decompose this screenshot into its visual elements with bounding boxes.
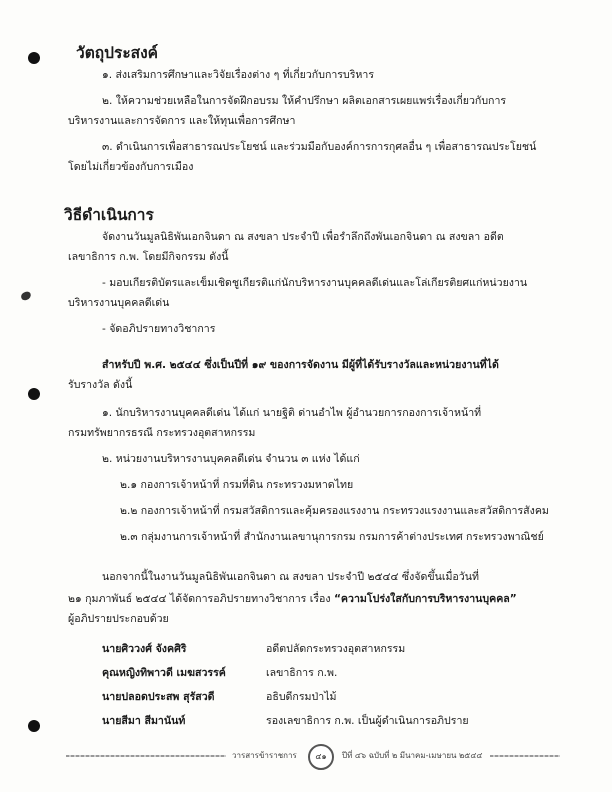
panelist-role: อดีตปลัดกระทรวงอุตสาหกรรม <box>266 643 406 655</box>
awards-paragraph-line1: สำหรับปี พ.ศ. ๒๕๔๔ ซึ่งเป็นปีที่ ๑๙ ของการจัดงาน มีผู้ที่ได้รับรางวัลและหน่วยงานที่ได้ <box>102 359 499 371</box>
method-bullet-1-line1: - มอบเกียรติบัตรและเข็มเชิดชูเกียรติแก่นักบริหารงานบุคคลดีเด่นและโล่เกียรติยศแก่หน่วยงาน <box>102 277 528 289</box>
award-2-2: ๒.๒ กองการเจ้าหน้าที่ กรมสวัสดิการและคุ้มครองแรงงาน กระทรวงแรงงานและสวัสดิการสังคม <box>120 505 549 517</box>
footer-rule-left <box>66 755 226 757</box>
panelist-name: นายศิววงศ์ จังคศิริ <box>102 643 187 655</box>
method-bullet-2: - จัดอภิปรายทางวิชาการ <box>102 323 216 335</box>
award-1-line1: ๑. นักบริหารงานบุคคลดีเด่น ได้แก่ นายฐิติ ด่านอำไพ ผู้อำนวยการกองการเจ้าหน้าที่ <box>102 407 482 419</box>
method-heading: วิธีดำเนินการ <box>64 206 154 224</box>
method-paragraph-line1: จัดงานวันมูลนิธิพันเอกจินดา ณ สงขลา ประจำปี เพื่อรำลึกถึงพันเอกจินดา ณ สงขลา อดีต <box>102 231 504 243</box>
objective-2-line1: ๒. ให้ความช่วยเหลือในการจัดฝึกอบรม ให้คำปรึกษา ผลิตเอกสารเผยแพร่เรื่องเกี่ยวกับการ <box>102 95 507 107</box>
page-number: ๔๑ <box>308 744 334 770</box>
objective-1: ๑. ส่งเสริมการศึกษาและวิจัยเรื่องต่าง ๆ ที่เกี่ยวกับการบริหาร <box>102 69 375 81</box>
punch-hole <box>28 720 40 732</box>
footer-issue: ปีที่ ๔๖ ฉบับที่ ๒ มีนาคม-เมษายน ๒๕๔๔ <box>342 751 483 760</box>
objective-2-line2: บริหารงานและการจัดการ และให้ทุนเพื่อการศึกษา <box>68 115 296 127</box>
seminar-paragraph-line1: นอกจากนี้ในงานวันมูลนิธิพันเอกจินดา ณ สงขลา ประจำปี ๒๕๔๔ ซึ่งจัดขึ้นเมื่อวันที่ <box>102 571 479 583</box>
panelist-role: อธิบดีกรมป่าไม้ <box>266 691 337 703</box>
punch-hole <box>28 388 40 400</box>
seminar-title: “ความโปร่งใสกับการบริหารงานบุคคล” <box>333 593 517 605</box>
award-2-3: ๒.๓ กลุ่มงานการเจ้าหน้าที่ สำนักงานเลขานุการกรม กรมการค้าต่างประเทศ กระทรวงพาณิชย์ <box>120 531 544 543</box>
method-paragraph-line2: เลขาธิการ ก.พ. โดยมีกิจกรรม ดังนี้ <box>68 251 229 263</box>
objective-3-line1: ๓. ดำเนินการเพื่อสาธารณประโยชน์ และร่วมมือกับองค์การการกุศลอื่น ๆ เพื่อสาธารณประโยชน์ <box>102 141 537 153</box>
objective-3-line2: โดยไม่เกี่ยวข้องกับการเมือง <box>68 161 194 173</box>
award-2: ๒. หน่วยงานบริหารงานบุคคลดีเด่น จำนวน ๓ แห่ง ได้แก่ <box>102 453 360 465</box>
seminar-paragraph-line3: ผู้อภิปรายประกอบด้วย <box>68 613 169 625</box>
seminar-paragraph-line2 <box>68 592 517 606</box>
panelist-name: นายปลอดประสพ สุรัสวดี <box>102 691 215 703</box>
award-2-1: ๒.๑ กองการเจ้าหน้าที่ กรมที่ดิน กระทรวงมหาดไทย <box>120 479 354 491</box>
seminar-intro: ๒๑ กุมภาพันธ์ ๒๕๔๔ ได้จัดการอภิปรายทางวิชาการ เรื่อง <box>68 593 334 605</box>
footer-journal: วารสารข้าราชการ <box>232 751 297 760</box>
method-bullet-1-line2: บริหารงานบุคคลดีเด่น <box>68 297 170 309</box>
panelist-name: นายสีมา สีมานันท์ <box>102 715 186 727</box>
footer-rule-right <box>490 755 560 757</box>
panelist-role: เลขาธิการ ก.พ. <box>266 667 338 679</box>
ink-mark <box>20 291 32 302</box>
punch-hole <box>28 52 40 64</box>
objectives-heading: วัตถุประสงค์ <box>76 44 159 62</box>
panelist-name: คุณหญิงทิพาวดี เมฆสวรรค์ <box>102 667 226 679</box>
awards-paragraph-line2: รับรางวัล ดังนี้ <box>68 379 133 391</box>
panelist-role: รองเลขาธิการ ก.พ. เป็นผู้ดำเนินการอภิปราย <box>266 715 469 727</box>
award-1-line2: กรมทรัพยากรธรณี กระทรวงอุตสาหกรรม <box>68 427 256 439</box>
